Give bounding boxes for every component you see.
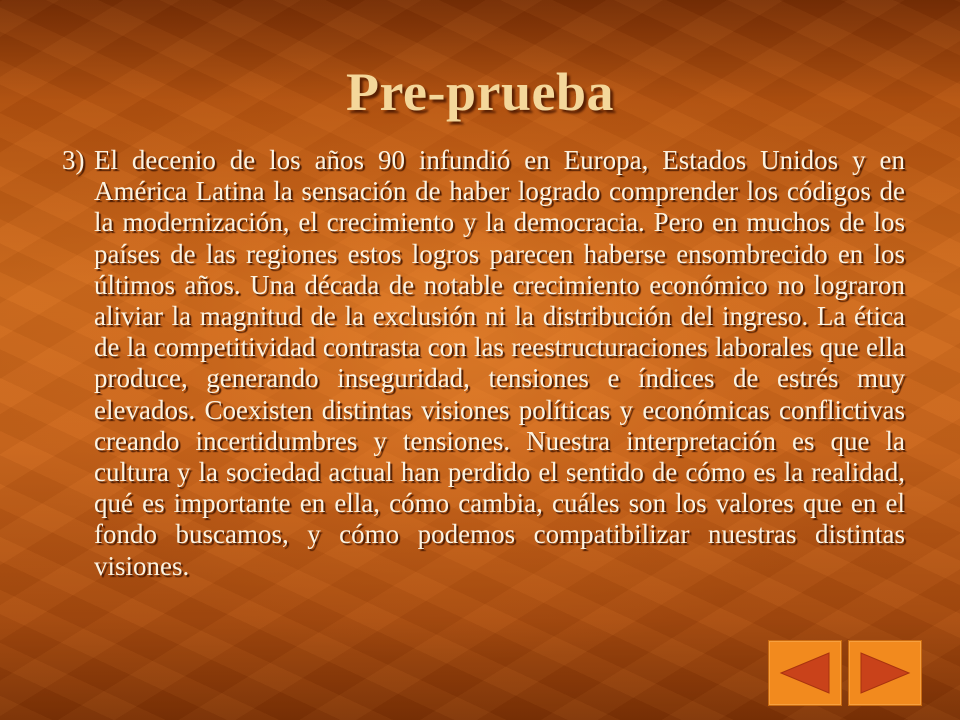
question-block bbox=[62, 145, 905, 582]
previous-button[interactable] bbox=[768, 640, 842, 706]
question-text: El decenio de los años 90 infundió en Europa, Estados Unidos y en América Latina la sensación de haber logrado comprender los códigos de la modernización, el crecimiento y la democracia. Pero en muchos de los países de las regiones estos logros parecen haberse ensombrecido en los últimos años. Una década de notable crecimiento económico no lograron aliviar la magnitud de la exclusión ni la distribución del ingreso. La ética de la competitividad contrasta con las reestructuraciones laborales que ella produce, generando inseguridad, tensiones e índices de estrés muy elevados. Coexisten distintas visiones políticas y económicas conflictivas creando incertidumbres y tensiones. Nuestra interpretación es que la cultura y la sociedad actual han perdido el sentido de cómo es la realidad, qué es importante en ella, cómo cambia, cuáles son los valores que en el fondo buscamos, y cómo podemos compatibilizar nuestras distintas visiones. bbox=[94, 145, 905, 581]
question-number: 3) bbox=[62, 145, 85, 175]
triangle-left-icon bbox=[777, 649, 833, 697]
slide-title: Pre-prueba bbox=[346, 62, 614, 122]
navigation-buttons bbox=[768, 640, 922, 706]
triangle-right-icon bbox=[857, 649, 913, 697]
next-button[interactable] bbox=[848, 640, 922, 706]
